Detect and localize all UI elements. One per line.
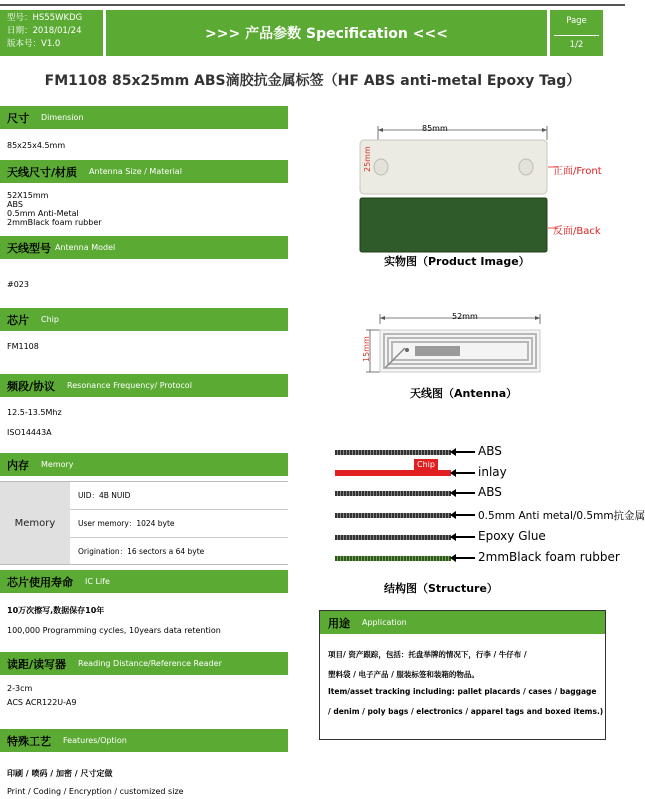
layer-label-foam: 2mmBlack foam rubber <box>478 550 620 564</box>
protocol-value: ISO14443A <box>7 428 52 437</box>
application-box <box>319 610 606 740</box>
features-en: Print / Coding / Encryption / customized size <box>7 787 184 796</box>
section-reader <box>0 652 288 675</box>
arrow-icon <box>455 536 475 538</box>
section-subtitle: Features/Option <box>63 736 127 745</box>
antenna-material-value: ABS <box>7 200 23 209</box>
section-subtitle: Memory <box>41 460 74 469</box>
structure-caption: 结构图（Structure） <box>384 582 498 595</box>
section-title: 尺寸 <box>7 111 29 125</box>
antenna-model-value: #023 <box>7 280 29 289</box>
section-subtitle: IC Life <box>85 577 110 586</box>
section-features <box>0 729 288 752</box>
layer-foam <box>335 556 451 561</box>
arrow-icon <box>455 451 475 453</box>
frequency-value: 12.5-13.5Mhz <box>7 408 62 417</box>
section-antenna-model <box>0 236 288 259</box>
section-title: 芯片 <box>7 313 29 327</box>
arrow-icon <box>455 514 475 516</box>
dimension-value: 85x25x4.5mm <box>7 141 66 150</box>
section-title: 读距/读写器 <box>7 657 67 671</box>
section-title: 天线型号 <box>7 241 51 255</box>
memory-user: User memory：1024 byte <box>78 519 175 528</box>
section-subtitle: Chip <box>41 315 59 324</box>
header-title: >>> 产品参数 Specification <<< <box>106 10 547 56</box>
chip-value: FM1108 <box>7 342 39 351</box>
doc-date: 日期：2018/01/24 <box>7 26 82 36</box>
layer-epoxy <box>335 535 451 540</box>
reader-device: ACS ACR122U-A9 <box>7 698 77 707</box>
memory-divider <box>70 537 288 538</box>
page-number: 1/2 <box>569 40 584 50</box>
memory-label: Memory <box>0 482 70 564</box>
layer-abs-bottom <box>335 491 451 496</box>
section-subtitle: Antenna Size / Material <box>89 167 182 176</box>
application-text: Item/asset tracking including: pallet placards / cases / baggage <box>328 687 597 696</box>
page-label: Page <box>566 16 587 26</box>
antenna-size-value: 52X15mm <box>7 191 49 200</box>
arrow-icon <box>455 492 475 494</box>
layer-label-inlay: inlay <box>478 465 507 479</box>
section-title: 芯片使用寿命 <box>7 575 73 589</box>
product-height-label: 25mm <box>363 146 372 172</box>
reader-distance: 2-3cm <box>7 684 33 693</box>
memory-table <box>0 481 288 565</box>
antenna-material-value: 0.5mm Anti-Metal <box>7 209 79 218</box>
application-text: / denim / poly bags / electronics / apparel tags and boxed items.) <box>328 707 604 716</box>
antenna-height-label: 15mm <box>362 336 371 362</box>
model-number: 型号：HS55WKDG <box>7 13 83 23</box>
memory-divider <box>70 509 288 510</box>
section-title: 频段/协议 <box>7 379 56 393</box>
back-label: 反面/Back <box>553 226 601 237</box>
antenna-material-value: 2mmBlack foam rubber <box>7 218 102 227</box>
application-header <box>320 611 605 634</box>
chip-tag: Chip <box>414 459 438 470</box>
layer-inlay <box>335 470 451 476</box>
application-text: 项目/ 资产跟踪，包括：托盘举牌的情况下，行李 / 牛仔布 / <box>328 650 527 659</box>
mounting-hole <box>374 159 388 175</box>
section-dimension <box>0 106 288 129</box>
arrow-icon <box>455 557 475 559</box>
memory-organization: Origination：16 sectors a 64 byte <box>78 547 205 556</box>
document-title: FM1108 85x25mm ABS滴胶抗金属标签（HF ABS anti-metal Epoxy Tag） <box>44 73 581 89</box>
layer-label-epoxy: Epoxy Glue <box>478 529 546 543</box>
section-memory <box>0 453 288 476</box>
mounting-hole <box>519 159 533 175</box>
product-image-caption: 实物图（Product Image） <box>384 255 530 268</box>
section-title: 用途 <box>328 616 350 630</box>
section-subtitle: Antenna Model <box>55 243 116 252</box>
top-rule <box>0 4 625 6</box>
section-antenna-size <box>0 160 288 183</box>
section-ic-life <box>0 570 288 593</box>
section-subtitle: Dimension <box>41 113 84 122</box>
application-text: 塑料袋 / 电子产品 / 服装标签和装箱的物品。 <box>328 670 479 679</box>
section-title: 内存 <box>7 458 29 472</box>
features-zh: 印刷 / 喷码 / 加密 / 尺寸定做 <box>7 769 113 778</box>
section-title: 天线尺寸/材质 <box>7 165 78 179</box>
tag-back <box>360 198 547 252</box>
doc-version: 版本号：V1.0 <box>7 39 61 49</box>
arrow-icon <box>455 472 475 474</box>
antenna-caption: 天线图（Antenna） <box>410 387 518 400</box>
layer-label-anti-metal: 0.5mm Anti metal/0.5mm抗金属 <box>478 510 645 522</box>
header-info <box>0 10 103 56</box>
page-divider <box>554 35 599 36</box>
section-subtitle: Reading Distance/Reference Reader <box>78 659 222 668</box>
front-label: 正面/Front <box>553 166 602 177</box>
layer-label-abs: ABS <box>478 444 502 458</box>
layer-abs-top <box>335 450 451 455</box>
section-frequency <box>0 374 288 397</box>
layer-anti-metal <box>335 513 451 518</box>
antenna-width-label: 52mm <box>452 312 478 321</box>
product-width-label: 85mm <box>422 124 448 133</box>
ic-life-zh: 10万次擦写,数据保存10年 <box>7 606 105 615</box>
section-title: 特殊工艺 <box>7 734 51 748</box>
section-subtitle: Resonance Frequency/ Protocol <box>67 381 192 390</box>
section-subtitle: Application <box>362 618 407 627</box>
product-image-diagram <box>330 122 620 262</box>
page-indicator <box>550 10 603 56</box>
antenna-chip-pad <box>415 346 460 356</box>
ic-life-en: 100,000 Programming cycles, 10years data retention <box>7 626 221 635</box>
layer-label-abs: ABS <box>478 485 502 499</box>
section-chip <box>0 308 288 331</box>
memory-uid: UID：4B NUID <box>78 491 131 500</box>
